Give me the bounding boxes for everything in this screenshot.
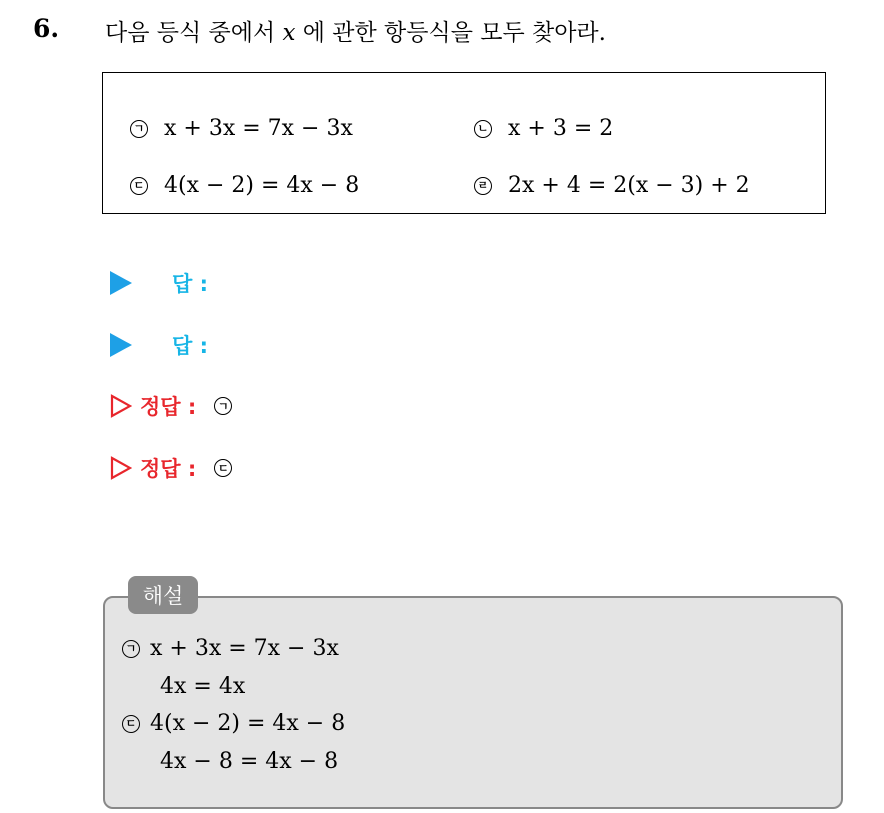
option-b-marker: ㄴ	[474, 120, 492, 138]
answer-label: 답 :	[172, 334, 208, 358]
outline-arrow-icon	[110, 394, 132, 418]
outline-arrow-icon	[110, 456, 132, 480]
solution-line-2	[160, 674, 245, 699]
option-c-marker: ㄷ	[130, 177, 148, 195]
solution-line-2-text: 4x = 4x	[160, 674, 246, 699]
correct-answer-row-2	[110, 453, 248, 483]
solution-line-1	[122, 636, 339, 661]
answer-label: 답 :	[172, 272, 208, 296]
solution-tag: 해설	[128, 576, 198, 614]
option-d	[474, 173, 750, 198]
play-arrow-icon	[110, 333, 132, 357]
play-arrow-icon	[110, 271, 132, 295]
correct-answer-row-1	[110, 391, 248, 421]
solution-box	[103, 596, 843, 809]
option-d-equation: 2x + 4 = 2(x − 3) + 2	[508, 173, 750, 198]
option-b-equation: x + 3 = 2	[508, 116, 614, 141]
option-a-marker: ㄱ	[130, 120, 148, 138]
solution-line-3-marker: ㄷ	[122, 715, 140, 733]
option-a	[130, 116, 353, 141]
solution-line-4	[160, 749, 338, 774]
option-d-marker: ㄹ	[474, 177, 492, 195]
correct-answer-marker: ㄱ	[214, 397, 232, 415]
solution-line-1-marker: ㄱ	[122, 640, 140, 658]
question-text-prefix: 다음 등식 중에서	[105, 20, 283, 46]
correct-answer-label: 정답 :	[140, 395, 197, 419]
question-number: 6.	[33, 14, 60, 43]
correct-answer-label: 정답 :	[140, 457, 197, 481]
correct-answer-marker: ㄷ	[214, 459, 232, 477]
option-c-equation: 4(x − 2) = 4x − 8	[164, 173, 360, 198]
question-text-suffix: 에 관한 항등식을 모두 찾아라.	[295, 20, 606, 46]
answer-row-1	[110, 268, 208, 298]
option-b	[474, 116, 613, 141]
solution-line-1-text: x + 3x = 7x − 3x	[150, 636, 339, 661]
answer-row-2	[110, 330, 208, 360]
question-variable: x	[282, 20, 296, 46]
solution-line-4-text: 4x − 8 = 4x − 8	[160, 749, 339, 774]
solution-line-3	[122, 711, 345, 736]
solution-line-3-text: 4(x − 2) = 4x − 8	[150, 711, 346, 736]
option-a-equation: x + 3x = 7x − 3x	[164, 116, 353, 141]
option-c	[130, 173, 359, 198]
question-text	[105, 14, 606, 47]
